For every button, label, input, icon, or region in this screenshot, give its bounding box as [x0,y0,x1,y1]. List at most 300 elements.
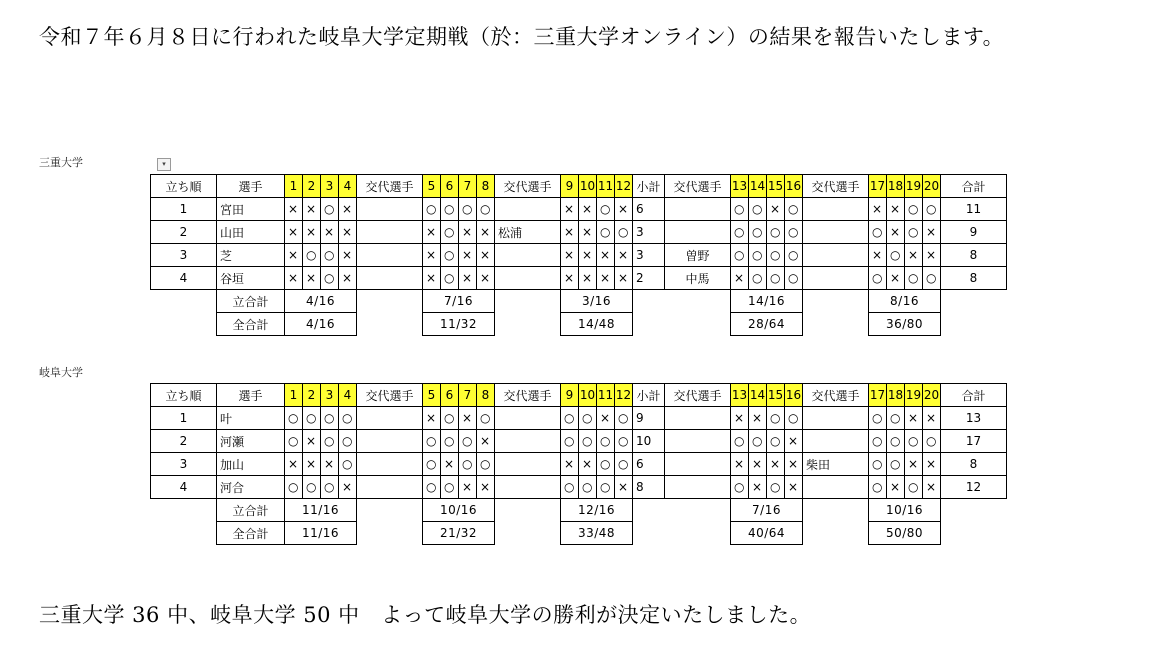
player-substitute [494,475,561,499]
shot-mark: ○ [868,406,887,430]
shot-mark: × [284,266,303,290]
player-substitute [494,266,561,290]
shot-mark: ○ [868,266,887,290]
report-intro: 令和７年６月８日に行われた岐阜大学定期戦（於：三重大学オンライン）の結果を報告いたします。 [39,25,1005,49]
shot-mark: × [302,197,321,221]
shot-mark: ○ [338,452,357,476]
cumulative-value: 36/80 [868,312,941,336]
shot-mark: × [578,452,597,476]
shot-mark: ○ [730,197,749,221]
player-order: 1 [150,406,217,430]
shot-mark: × [614,266,633,290]
stand-total-value: 11/16 [284,498,357,522]
shot-mark: ○ [748,266,767,290]
shot-mark: × [730,452,749,476]
stand-total-value: 4/16 [284,289,357,313]
shot-mark: × [922,475,941,499]
shot-mark: ○ [476,197,495,221]
shot-mark: ○ [302,475,321,499]
shot-mark: ○ [886,452,905,476]
shot-mark: × [302,220,321,244]
player-total: 11 [940,197,1007,221]
shot-mark: ○ [886,406,905,430]
header-shot-6: 6 [440,174,459,198]
player-name: 芝 [216,243,285,267]
player-substitute [356,243,423,267]
header-shot-11: 11 [596,174,615,198]
shot-mark: ○ [422,429,441,453]
player-total: 8 [940,266,1007,290]
header-order: 立ち順 [150,383,217,407]
shot-mark: × [922,406,941,430]
stand-total-value: 12/16 [560,498,633,522]
shot-mark: ○ [614,452,633,476]
report-result: 三重大学 36 中、岐阜大学 50 中 よって岐阜大学の勝利が決定いたしました。 [39,603,812,627]
header-shot-18: 18 [886,383,905,407]
shot-mark: ○ [766,220,785,244]
shot-mark: ○ [422,197,441,221]
player-order: 2 [150,429,217,453]
player-order: 4 [150,266,217,290]
shot-mark: ○ [766,406,785,430]
shot-mark: ○ [338,406,357,430]
shot-mark: ○ [302,243,321,267]
header-shot-15: 15 [766,174,785,198]
cumulative-value: 21/32 [422,521,495,545]
player-substitute [356,429,423,453]
cumulative-value: 28/64 [730,312,803,336]
header-subtotal: 小計 [632,174,665,198]
shot-mark: ○ [320,429,339,453]
shot-mark: × [886,197,905,221]
shot-mark: × [922,452,941,476]
shot-mark: ○ [320,475,339,499]
shot-mark: ○ [922,197,941,221]
header-shot-10: 10 [578,383,597,407]
shot-mark: ○ [868,429,887,453]
shot-mark: ○ [320,266,339,290]
header-shot-6: 6 [440,383,459,407]
cumulative-value: 14/48 [560,312,633,336]
shot-mark: × [578,243,597,267]
player-substitute [664,452,731,476]
player-subtotal: 9 [632,406,665,430]
shot-mark: ○ [614,429,633,453]
header-substitute: 交代選手 [494,174,561,198]
shot-mark: ○ [904,220,923,244]
shot-mark: ○ [476,406,495,430]
shot-mark: ○ [458,429,477,453]
header-shot-7: 7 [458,383,477,407]
player-substitute [802,406,869,430]
shot-mark: ○ [784,243,803,267]
shot-mark: × [458,406,477,430]
shot-mark: ○ [440,266,459,290]
shot-mark: ○ [766,243,785,267]
player-substitute [356,220,423,244]
player-substitute: 中馬 [664,266,731,290]
header-shot-19: 19 [904,383,923,407]
header-substitute: 交代選手 [802,174,869,198]
cumulative-value: 4/16 [284,312,357,336]
shot-mark: × [614,243,633,267]
shot-mark: ○ [440,197,459,221]
shot-mark: × [904,452,923,476]
player-subtotal: 10 [632,429,665,453]
header-shot-9: 9 [560,383,579,407]
player-substitute [802,429,869,453]
shot-mark: × [748,406,767,430]
header-shot-14: 14 [748,174,767,198]
player-substitute: 曽野 [664,243,731,267]
player-substitute [802,220,869,244]
header-shot-3: 3 [320,383,339,407]
player-substitute [802,197,869,221]
stand-total-value: 7/16 [422,289,495,313]
shot-mark: ○ [440,429,459,453]
shot-mark: ○ [784,197,803,221]
shot-mark: ○ [868,452,887,476]
shot-mark: × [440,452,459,476]
shot-mark: ○ [868,475,887,499]
header-shot-4: 4 [338,174,357,198]
header-shot-20: 20 [922,383,941,407]
header-shot-14: 14 [748,383,767,407]
shot-mark: ○ [422,452,441,476]
shot-mark: × [578,220,597,244]
stand-total-value: 14/16 [730,289,803,313]
stand-total-label: 立合計 [216,498,285,522]
shot-mark: ○ [886,243,905,267]
shot-mark: × [458,266,477,290]
shot-mark: ○ [596,452,615,476]
header-shot-12: 12 [614,174,633,198]
player-name: 加山 [216,452,285,476]
shot-mark: ○ [440,475,459,499]
player-name: 山田 [216,220,285,244]
header-shot-18: 18 [886,174,905,198]
shot-mark: ○ [904,475,923,499]
shot-mark: × [748,475,767,499]
shot-mark: ○ [748,197,767,221]
shot-mark: × [578,266,597,290]
shot-mark: ○ [766,429,785,453]
shot-mark: × [614,475,633,499]
player-substitute [356,197,423,221]
stand-total-value: 10/16 [868,498,941,522]
shot-mark: × [338,243,357,267]
shot-mark: ○ [922,266,941,290]
shot-mark: × [338,220,357,244]
shot-mark: ○ [320,197,339,221]
shot-mark: ○ [302,406,321,430]
header-substitute: 交代選手 [802,383,869,407]
shot-mark: × [614,197,633,221]
shot-mark: × [886,475,905,499]
shot-mark: ○ [284,429,303,453]
shot-mark: ○ [458,197,477,221]
cumulative-value: 33/48 [560,521,633,545]
player-substitute: 松浦 [494,220,561,244]
shot-mark: × [784,429,803,453]
shot-mark: ○ [614,220,633,244]
header-shot-10: 10 [578,174,597,198]
shot-mark: × [560,452,579,476]
shot-mark: × [476,475,495,499]
shot-mark: ○ [422,475,441,499]
shot-mark: ○ [440,243,459,267]
player-subtotal: 2 [632,266,665,290]
shot-mark: ○ [560,429,579,453]
player-substitute [356,406,423,430]
cumulative-label: 全合計 [216,312,285,336]
shot-mark: × [868,243,887,267]
shot-mark: ○ [784,266,803,290]
shot-mark: × [338,197,357,221]
shot-mark: ○ [578,429,597,453]
shot-mark: × [476,243,495,267]
shot-mark: × [422,406,441,430]
shot-mark: ○ [730,243,749,267]
player-order: 2 [150,220,217,244]
shot-mark: ○ [284,475,303,499]
shot-mark: × [422,220,441,244]
player-substitute [664,475,731,499]
shot-mark: ○ [766,266,785,290]
shot-mark: ○ [886,429,905,453]
shot-mark: ○ [596,197,615,221]
player-substitute [494,452,561,476]
shot-mark: × [302,429,321,453]
stand-total-value: 3/16 [560,289,633,313]
header-player: 選手 [216,383,285,407]
header-substitute: 交代選手 [664,383,731,407]
header-shot-19: 19 [904,174,923,198]
header-shot-2: 2 [302,383,321,407]
header-player: 選手 [216,174,285,198]
shot-mark: × [284,197,303,221]
header-order: 立ち順 [150,174,217,198]
shot-mark: ○ [784,220,803,244]
shot-mark: ○ [320,243,339,267]
header-shot-20: 20 [922,174,941,198]
shot-mark: × [338,475,357,499]
shot-mark: × [560,266,579,290]
shot-mark: ○ [614,406,633,430]
header-substitute: 交代選手 [356,174,423,198]
shot-mark: × [320,452,339,476]
header-total: 合計 [940,174,1007,198]
header-shot-3: 3 [320,174,339,198]
player-subtotal: 8 [632,475,665,499]
player-subtotal: 3 [632,243,665,267]
header-shot-16: 16 [784,383,803,407]
player-substitute [664,406,731,430]
header-shot-9: 9 [560,174,579,198]
player-substitute [664,220,731,244]
shot-mark: × [284,452,303,476]
player-substitute [494,197,561,221]
shot-mark: ○ [868,220,887,244]
shot-mark: × [560,220,579,244]
shot-mark: × [922,243,941,267]
player-substitute [494,406,561,430]
shot-mark: × [284,220,303,244]
shot-mark: ○ [578,475,597,499]
header-shot-17: 17 [868,383,887,407]
header-shot-8: 8 [476,383,495,407]
shot-mark: ○ [338,429,357,453]
shot-mark: ○ [284,406,303,430]
header-shot-2: 2 [302,174,321,198]
shot-mark: × [766,452,785,476]
shot-mark: ○ [578,406,597,430]
shot-mark: ○ [596,220,615,244]
shot-mark: × [784,452,803,476]
header-shot-13: 13 [730,174,749,198]
player-order: 3 [150,452,217,476]
shot-mark: × [596,243,615,267]
header-shot-16: 16 [784,174,803,198]
shot-mark: × [476,429,495,453]
shot-mark: × [766,197,785,221]
header-total: 合計 [940,383,1007,407]
shot-mark: × [476,220,495,244]
header-shot-1: 1 [284,383,303,407]
shot-mark: × [422,243,441,267]
header-substitute: 交代選手 [664,174,731,198]
header-shot-11: 11 [596,383,615,407]
shot-mark: ○ [458,452,477,476]
shot-mark: ○ [904,197,923,221]
header-substitute: 交代選手 [494,383,561,407]
shot-mark: × [730,266,749,290]
stand-total-value: 7/16 [730,498,803,522]
player-total: 8 [940,452,1007,476]
header-shot-13: 13 [730,383,749,407]
shot-mark: × [284,243,303,267]
header-shot-1: 1 [284,174,303,198]
header-shot-12: 12 [614,383,633,407]
player-substitute [664,429,731,453]
cumulative-value: 11/32 [422,312,495,336]
shot-mark: × [302,266,321,290]
header-shot-7: 7 [458,174,477,198]
shot-mark: ○ [596,475,615,499]
player-substitute [664,197,731,221]
shot-mark: × [886,220,905,244]
shot-mark: × [458,220,477,244]
player-name: 河瀬 [216,429,285,453]
shot-mark: × [320,220,339,244]
header-shot-15: 15 [766,383,785,407]
shot-mark: × [886,266,905,290]
team-label-gifu: 岐阜大学 [39,366,83,379]
shot-mark: × [422,266,441,290]
shot-mark: × [458,475,477,499]
shot-mark: × [868,197,887,221]
shot-mark: × [784,475,803,499]
player-total: 8 [940,243,1007,267]
shot-mark: × [730,406,749,430]
header-shot-8: 8 [476,174,495,198]
player-substitute [802,266,869,290]
header-shot-5: 5 [422,174,441,198]
shot-mark: ○ [922,429,941,453]
shot-mark: ○ [730,475,749,499]
stand-total-label: 立合計 [216,289,285,313]
player-substitute: 柴田 [802,452,869,476]
header-substitute: 交代選手 [356,383,423,407]
shot-mark: × [904,406,923,430]
shot-mark: ○ [440,406,459,430]
shot-mark: × [458,243,477,267]
shot-mark: ○ [596,429,615,453]
player-substitute [356,475,423,499]
shot-mark: × [596,406,615,430]
shot-mark: ○ [440,220,459,244]
player-order: 4 [150,475,217,499]
shot-mark: ○ [730,220,749,244]
shot-mark: ○ [320,406,339,430]
shot-mark: × [560,197,579,221]
player-total: 12 [940,475,1007,499]
shot-mark: × [578,197,597,221]
stand-total-value: 10/16 [422,498,495,522]
shot-mark: ○ [560,406,579,430]
player-subtotal: 6 [632,197,665,221]
shot-mark: ○ [766,475,785,499]
dropdown-arrow-icon[interactable]: ▾ [157,158,171,171]
stand-total-value: 8/16 [868,289,941,313]
shot-mark: ○ [904,429,923,453]
shot-mark: ○ [904,266,923,290]
shot-mark: ○ [560,475,579,499]
shot-mark: ○ [730,429,749,453]
player-name: 河合 [216,475,285,499]
player-substitute [494,429,561,453]
shot-mark: ○ [784,406,803,430]
team-label-mie: 三重大学 [39,156,83,169]
shot-mark: ○ [476,452,495,476]
shot-mark: × [922,220,941,244]
player-substitute [802,475,869,499]
cumulative-value: 40/64 [730,521,803,545]
header-shot-17: 17 [868,174,887,198]
header-shot-4: 4 [338,383,357,407]
shot-mark: × [560,243,579,267]
shot-mark: ○ [748,220,767,244]
cumulative-label: 全合計 [216,521,285,545]
player-subtotal: 3 [632,220,665,244]
player-order: 1 [150,197,217,221]
player-name: 叶 [216,406,285,430]
shot-mark: ○ [748,429,767,453]
shot-mark: × [748,452,767,476]
shot-mark: ○ [748,243,767,267]
shot-mark: × [476,266,495,290]
player-substitute [356,266,423,290]
player-subtotal: 6 [632,452,665,476]
shot-mark: × [302,452,321,476]
player-substitute [356,452,423,476]
shot-mark: × [596,266,615,290]
player-substitute [802,243,869,267]
cumulative-value: 50/80 [868,521,941,545]
player-total: 9 [940,220,1007,244]
header-shot-5: 5 [422,383,441,407]
header-subtotal: 小計 [632,383,665,407]
